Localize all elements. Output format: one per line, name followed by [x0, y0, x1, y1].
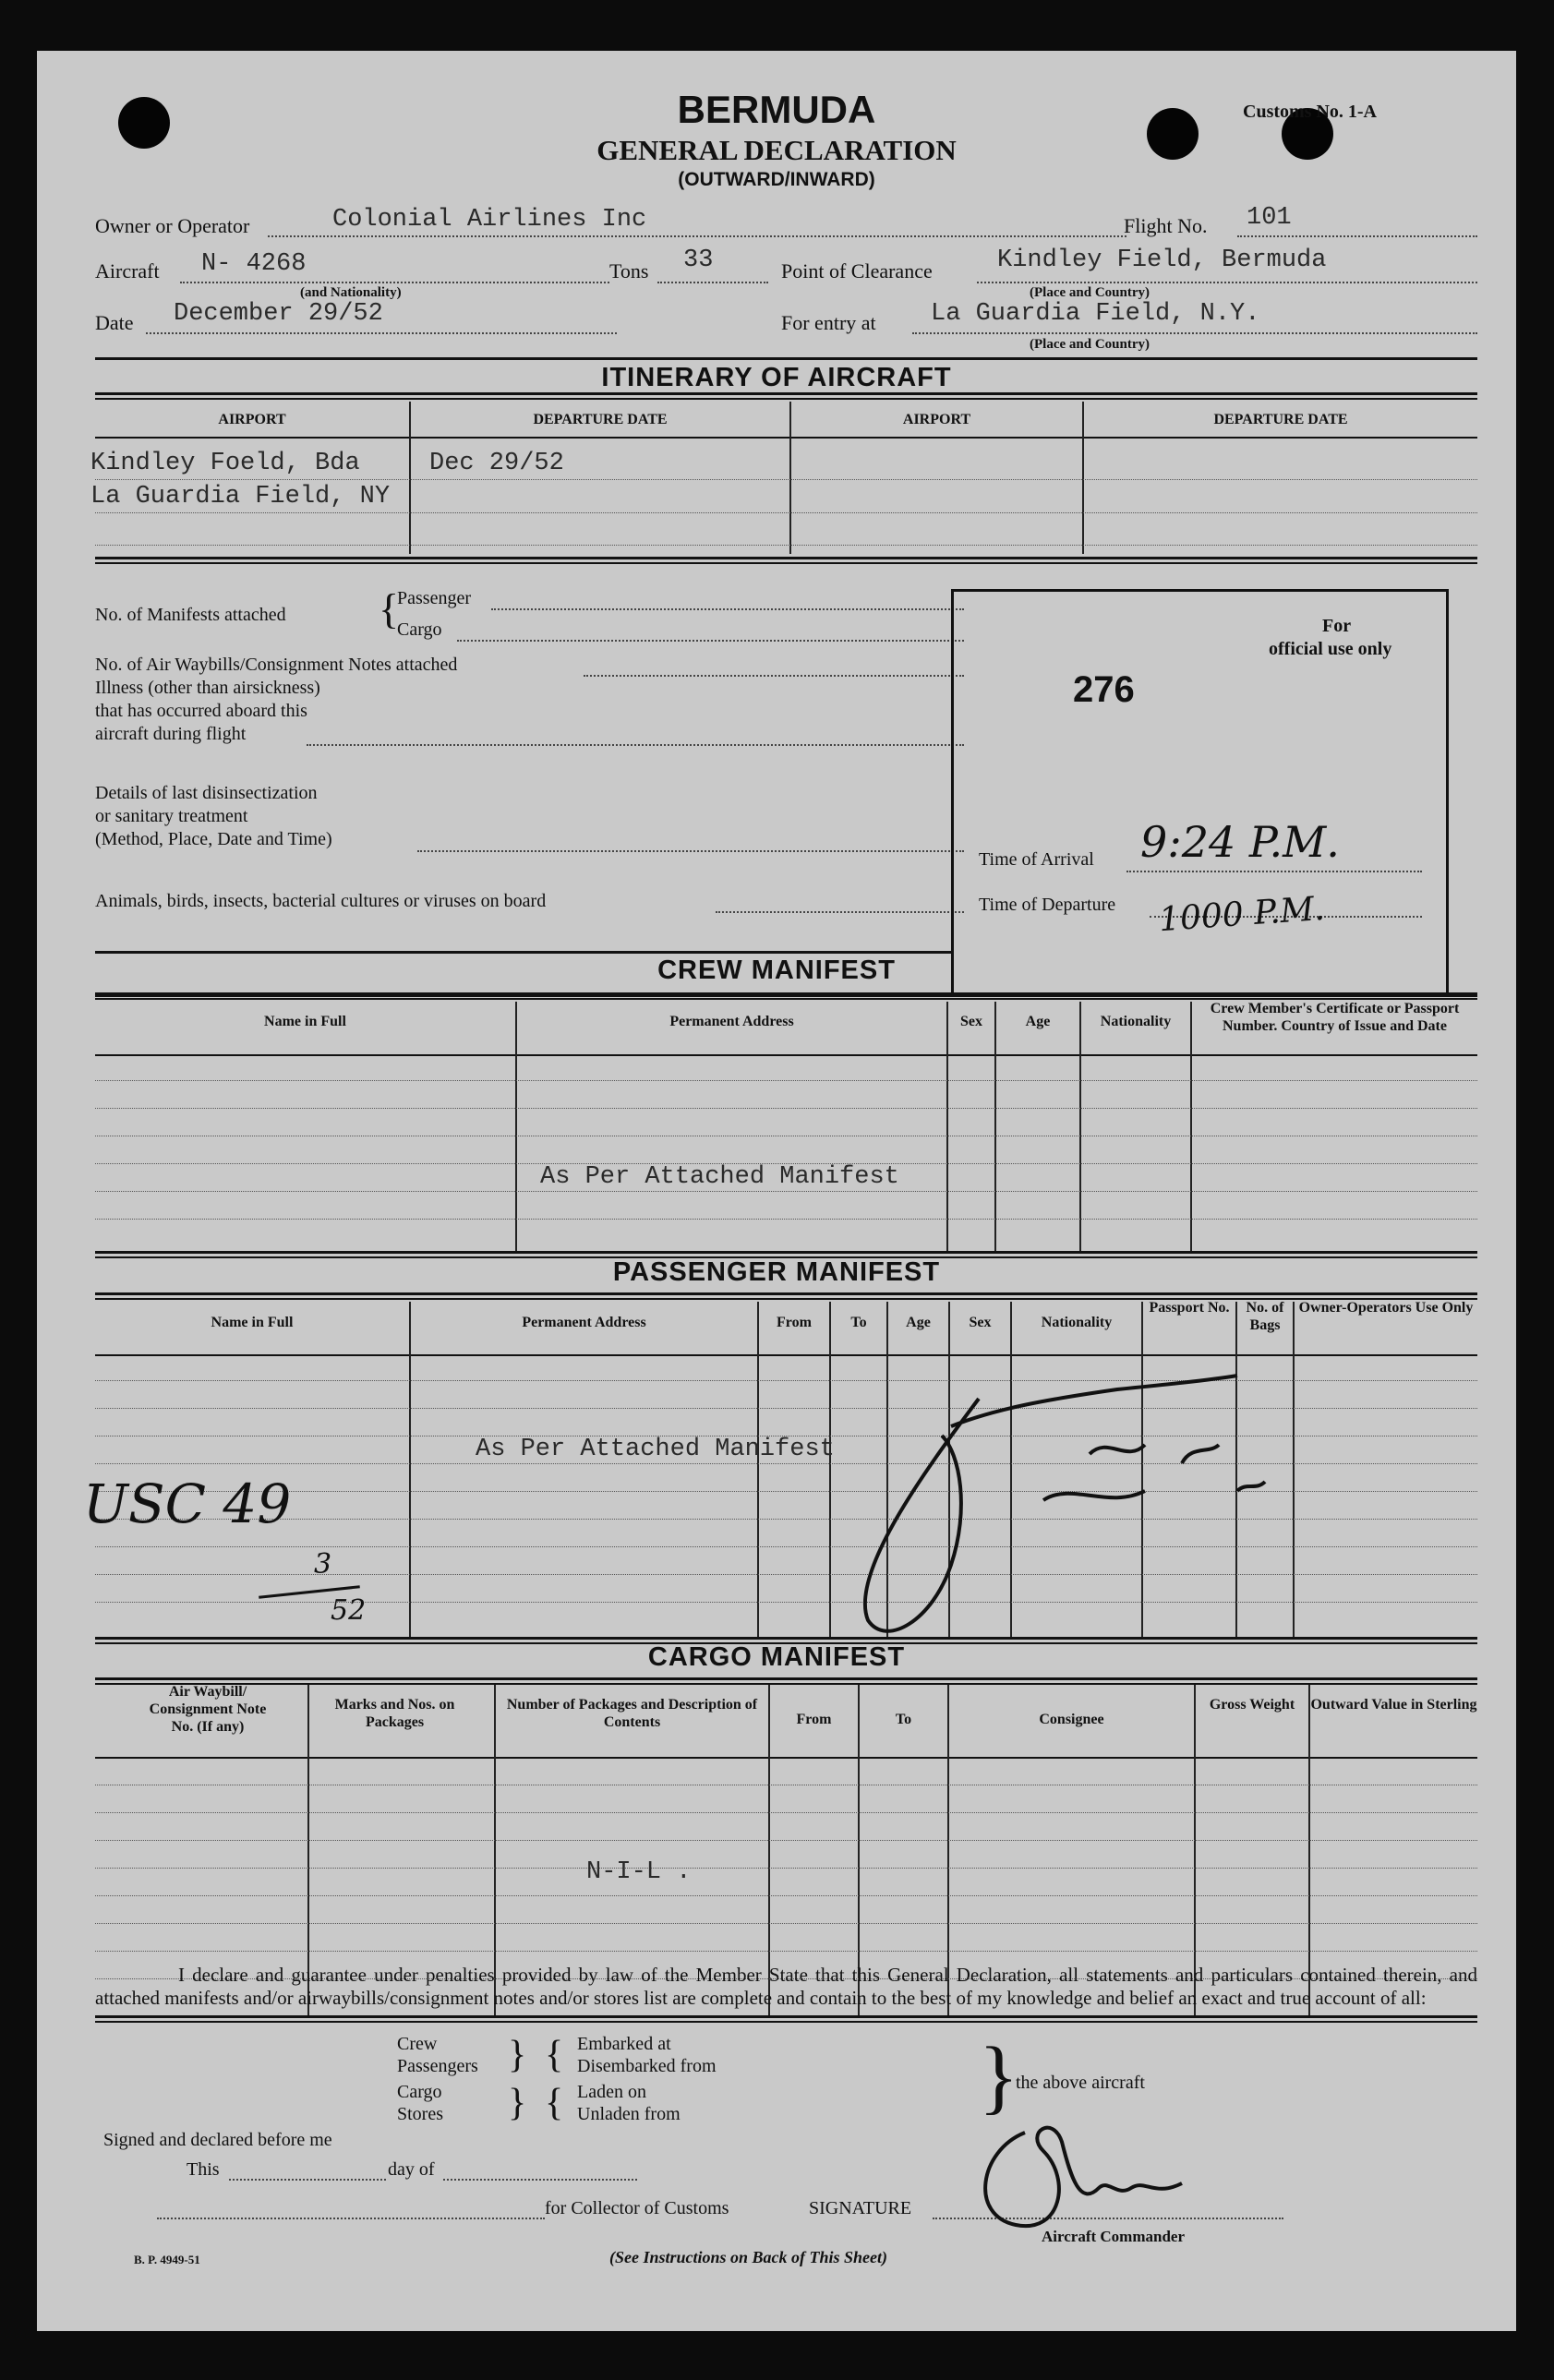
manifest-passenger: Passenger [397, 588, 471, 608]
handwritten-count: USC 49 [83, 1472, 292, 1535]
form-code: B. P. 4949-51 [134, 2253, 200, 2266]
departure-label: Time of Departure [979, 895, 1116, 915]
item-disembarked: Disembarked from [577, 2056, 717, 2076]
entry-value: La Guardia Field, N.Y. [931, 300, 1260, 328]
crew-col-name: Name in Full [264, 1014, 346, 1029]
arrival-label: Time of Arrival [979, 849, 1094, 870]
departure-time: 1000 P.M. [1157, 889, 1326, 940]
clearance-label: Point of Clearance [781, 259, 933, 282]
itinerary-date-1: Dec 29/52 [429, 450, 564, 477]
place-country-note: (Place and Country) [1030, 337, 1150, 352]
flight-value: 101 [1247, 204, 1292, 232]
animals-label: Animals, birds, insects, bacterial cultures or viruses on board [95, 891, 547, 911]
cargo-col-consignee: Consignee [1039, 1712, 1104, 1727]
itinerary-col-date: DEPARTURE DATE [1213, 412, 1348, 427]
official-heading-1: For [1322, 616, 1352, 636]
itinerary-airport-2: La Guardia Field, NY [90, 483, 391, 511]
passenger-col-bags: No. of Bags [1246, 1300, 1284, 1333]
declaration-form: BERMUDA GENERAL DECLARATION (OUTWARD/INWARD) Customs No. 1-A Owner or Operator Colonial Airlines Inc Flight No. 101 Aircraft N- 4268 (and Nationality) Tons 33 Point of Clearance Kindley Field, Bermuda (Place and Country) Date December 29/52 For entry at La Guardia Field, N.Y. (Place and Country) ITINERARY OF AIRCRAFT AIRPORT DEPARTURE DATE AIRPORT DEPARTURE DATE Kindley Foeld, Bda Dec 29/52 La Guardia Field, NY No. of Manifests attached { Passenger Cargo No. of Air Waybills/Consignment Notes attached Illness (other than airsickness) that has occurred aboard this aircraft during flight Details of last disinsectization or sanitary treatment (Method, Place, Date and Time) Animals, birds, insects, bacterial cultures or viruses on board For official use only 276 Time of Arrival 9:24 P.M. Time of Departure 1000 P.M. CREW MANIFEST Name in Full Permanent Address Sex Age Nationality Crew Member's Certificate or Passport Number. Country of Issue and Date As Per Attached Manifest PASSENGER MANIFEST Name in Full Permanent Address From To Age Sex Nationality Passport No. No. of Bags Owner-Operators Use Only As Per Attached Manifest USC 49 3 52 CARGO MANIFEST Air Waybill/ Consignment Note No. (If any) Marks and Nos. on Packages Number of Packages and Description of Contents From To Consignee Gross Weight Outward Value in Sterling N-I-L . I declare and guarantee under penalties provided by law of the Member State that this General Declaration, all statements and particulars contained therein, and attached manifests and/or airwaybills/consignment notes and/or stores list are complete and contain to the best of my knowledge and belief an exact and true account of all: Crew Passengers } { Embarked at Disembarked from Cargo Stores } { Laden on Unladen from } the above aircraft Signed and declared before me This day of for Collector of Customs SIGNATURE Aircraft Commander (See Instructions on Back of This Sheet) B. P. 4949-51 [37, 51, 1516, 2331]
this-label: This [187, 2159, 220, 2180]
declaration-text: I declare and guarantee under penalties provided by law of the Member State that this General Declaration, all statements and particulars contained therein, and attached manifests and/or airwaybills/consignment notes and/or stores list are complete and contain to the best of my knowledge and belief an exact and true account of all: [95, 1964, 1477, 2009]
official-number: 276 [1073, 669, 1135, 710]
passenger-note: As Per Attached Manifest [476, 1436, 835, 1463]
passenger-col-passport: Passport No. [1149, 1300, 1230, 1316]
date-value: December 29/52 [174, 300, 383, 328]
owner-label: Owner or Operator [95, 214, 250, 237]
tons-value: 33 [683, 246, 714, 274]
tons-label: Tons [609, 259, 649, 282]
handwritten-fraction-top: 3 [314, 1548, 332, 1581]
instructions-note: (See Instructions on Back of This Sheet) [609, 2248, 888, 2266]
crew-col-nationality: Nationality [1100, 1014, 1172, 1029]
passenger-col-nationality: Nationality [1041, 1315, 1113, 1330]
cargo-title: CARGO MANIFEST [647, 1642, 906, 1672]
manifest-cargo: Cargo [397, 619, 442, 640]
aircraft-label: Aircraft [95, 259, 160, 282]
cargo-col-value: Outward Value in Sterling [1310, 1697, 1477, 1713]
passenger-col-address: Permanent Address [522, 1315, 646, 1330]
commander-label: Aircraft Commander [1042, 2228, 1186, 2245]
waybills-label: No. of Air Waybills/Consignment Notes attached [95, 655, 458, 675]
passenger-title: PASSENGER MANIFEST [612, 1257, 941, 1287]
item-laden: Laden on [577, 2082, 646, 2102]
signed-before: Signed and declared before me [103, 2130, 332, 2150]
crew-col-address: Permanent Address [669, 1014, 794, 1029]
itinerary-col-airport: AIRPORT [218, 412, 286, 427]
cargo-col-weight: Gross Weight [1209, 1697, 1295, 1713]
crew-col-age: Age [1025, 1014, 1051, 1029]
form-title: BERMUDA [677, 88, 876, 131]
form-number: Customs No. 1-A [1243, 102, 1377, 122]
flight-label: Flight No. [1124, 214, 1208, 237]
cargo-col-marks: Marks and Nos. on Packages [334, 1697, 455, 1730]
manifests-label: No. of Manifests attached [95, 605, 286, 625]
crew-title: CREW MANIFEST [657, 956, 896, 985]
item-embarked: Embarked at [577, 2034, 671, 2054]
item-unladen: Unladen from [577, 2104, 681, 2124]
passenger-col-from: From [777, 1315, 812, 1330]
signature-scrawl [813, 1343, 1330, 1657]
owner-value: Colonial Airlines Inc [332, 206, 647, 234]
cargo-col-packages: Number of Packages and Description of Contents [506, 1697, 758, 1730]
cargo-col-waybill: Air Waybill/ Consignment Note No. (If any) [149, 1684, 267, 1735]
cargo-col-to: To [895, 1712, 912, 1727]
passenger-col-owner: Owner-Operators Use Only [1298, 1300, 1474, 1316]
form-subtitle: GENERAL DECLARATION [596, 134, 957, 166]
item-cargo: Cargo [397, 2082, 442, 2102]
disinsect-label-2: or sanitary treatment [95, 806, 248, 826]
aircraft-value: N- 4268 [201, 250, 307, 278]
item-stores: Stores [397, 2104, 443, 2124]
commander-signature [960, 2096, 1200, 2243]
official-heading-2: official use only [1269, 639, 1392, 659]
cargo-note: N-I-L . [586, 1858, 692, 1886]
date-label: Date [95, 311, 134, 334]
cargo-col-from: From [796, 1712, 832, 1727]
clearance-value: Kindley Field, Bermuda [997, 246, 1327, 274]
signature-label: SIGNATURE [809, 2198, 912, 2218]
item-crew: Crew [397, 2034, 438, 2054]
disinsect-label-1: Details of last disinsectization [95, 783, 318, 803]
passenger-col-name: Name in Full [211, 1315, 294, 1330]
entry-label: For entry at [781, 311, 876, 334]
itinerary-col-date: DEPARTURE DATE [533, 412, 668, 427]
illness-label-2: that has occurred aboard this [95, 701, 307, 721]
passenger-col-to: To [850, 1315, 867, 1330]
arrival-time: 9:24 P.M. [1140, 817, 1340, 867]
collector-label: for Collector of Customs [545, 2198, 729, 2218]
place-country-note: (Place and Country) [1030, 285, 1150, 300]
itinerary-title: ITINERARY OF AIRCRAFT [601, 363, 952, 392]
passenger-col-age: Age [906, 1315, 931, 1330]
crew-col-certificate: Crew Member's Certificate or Passport Number. Country of Issue and Date [1210, 1001, 1460, 1034]
itinerary-airport-1: Kindley Foeld, Bda [90, 450, 360, 477]
above-aircraft: the above aircraft [1016, 2073, 1145, 2093]
disinsect-label-3: (Method, Place, Date and Time) [95, 829, 332, 849]
handwritten-fraction-bottom: 52 [331, 1594, 367, 1627]
aircraft-note: (and Nationality) [300, 285, 402, 300]
passenger-col-sex: Sex [969, 1315, 992, 1330]
day-of-label: day of [388, 2159, 435, 2180]
crew-col-sex: Sex [960, 1014, 982, 1029]
itinerary-col-airport: AIRPORT [902, 412, 971, 427]
illness-label-3: aircraft during flight [95, 724, 247, 744]
item-passengers: Passengers [397, 2056, 478, 2076]
illness-label-1: Illness (other than airsickness) [95, 678, 320, 698]
crew-note: As Per Attached Manifest [540, 1163, 899, 1191]
form-direction: (OUTWARD/INWARD) [678, 169, 875, 190]
